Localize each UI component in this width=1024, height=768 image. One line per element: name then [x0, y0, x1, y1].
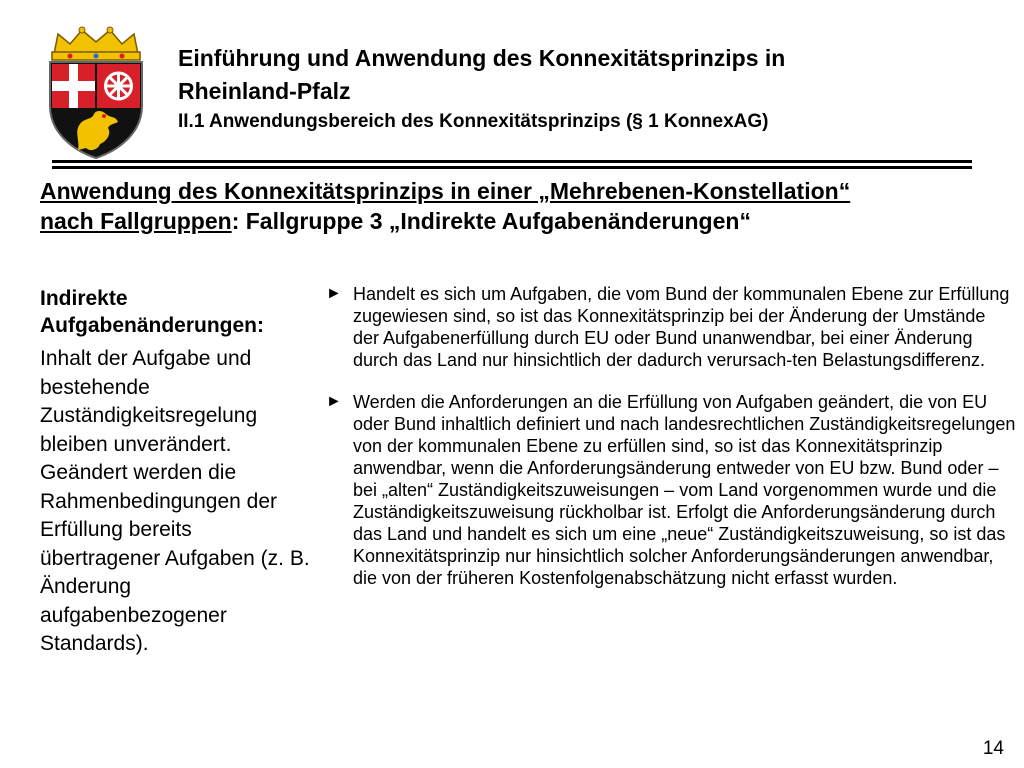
section-heading-underlined-2: nach Fallgruppen [40, 208, 232, 234]
coat-of-arms-logo [40, 24, 152, 160]
page-subtitle: II.1 Anwendungsbereich des Konnexitätsprinzips (§ 1 KonnexAG) [178, 111, 769, 132]
title-line-1: Einführung und Anwendung des Konnexitätsprinzips in [178, 45, 786, 71]
page-number: 14 [982, 738, 1004, 759]
bullet-item [326, 283, 1016, 371]
bullet-arrow-icon: ► [326, 285, 342, 302]
bullet-text: Handelt es sich um Aufgaben, die vom Bund der kommunalen Ebene zur Erfüllung zugewiesen sind, so ist das Konnexitätsprinzip bei der Änderung der Umstände der Aufgabenerfüllung durch EU oder Bund unanwendbar, bei einer Änderung durch das Land nur hinsichtlich der dadurch verursach-ten Belastungsdifferenz. [353, 284, 1010, 370]
header-divider-bottom [52, 166, 972, 169]
bullet-arrow-icon: ► [326, 393, 342, 410]
section-heading-rest: : Fallgruppe 3 „Indirekte Aufgabenänderungen“ [231, 208, 751, 234]
left-column-body: Inhalt der Aufgabe und bestehende Zuständigkeitsregelung bleiben unverändert. Geändert werden die Rahmenbedingungen der Erfüllung bereits übertragener Aufgaben (z. B. Änderung aufgabenbezogener Standards). [40, 347, 310, 655]
left-column [40, 285, 310, 659]
wheel-icon [106, 73, 132, 99]
section-heading-underlined-1: Anwendung des Konnexitätsprinzips in einer „Mehrebenen-Konstellation“ [40, 178, 851, 204]
header-divider-top [52, 160, 972, 163]
bullet-text: Werden die Anforderungen an die Erfüllung von Aufgaben geändert, die von EU oder Bund inhaltlich definiert und nach landesrechtlichen Zuständigkeitsregelungen von der kommunalen Ebene zu erfüllen sind, so ist das Konnexitätsprinzip anwendbar, wenn die Anforderungsänderung entweder von EU bzw. Bund oder – bei „alten“ Zuständigkeitszuweisungen – vom Land vorgenommen wurde und die Zuständigkeitszuweisung rückholbar ist. Erfolgt die Anforderungsänderung durch das Land und handelt es sich um eine „neue“ Zuständigkeitszuweisung, so ist das Konnexitätsprinzip nur hinsichtlich solcher Anforderungsänderungen anwendbar, die von der früheren Kostenfolgenabschätzung nicht erfasst wurden. [353, 392, 1016, 588]
crown-icon [52, 27, 140, 60]
title-line-2: Rheinland-Pfalz [178, 78, 351, 104]
right-column [326, 283, 1016, 609]
section-heading [40, 176, 1000, 236]
left-column-heading: Indirekte Aufgabenänderungen: [40, 287, 264, 337]
page-title [178, 42, 998, 108]
bullet-item [326, 391, 1016, 589]
